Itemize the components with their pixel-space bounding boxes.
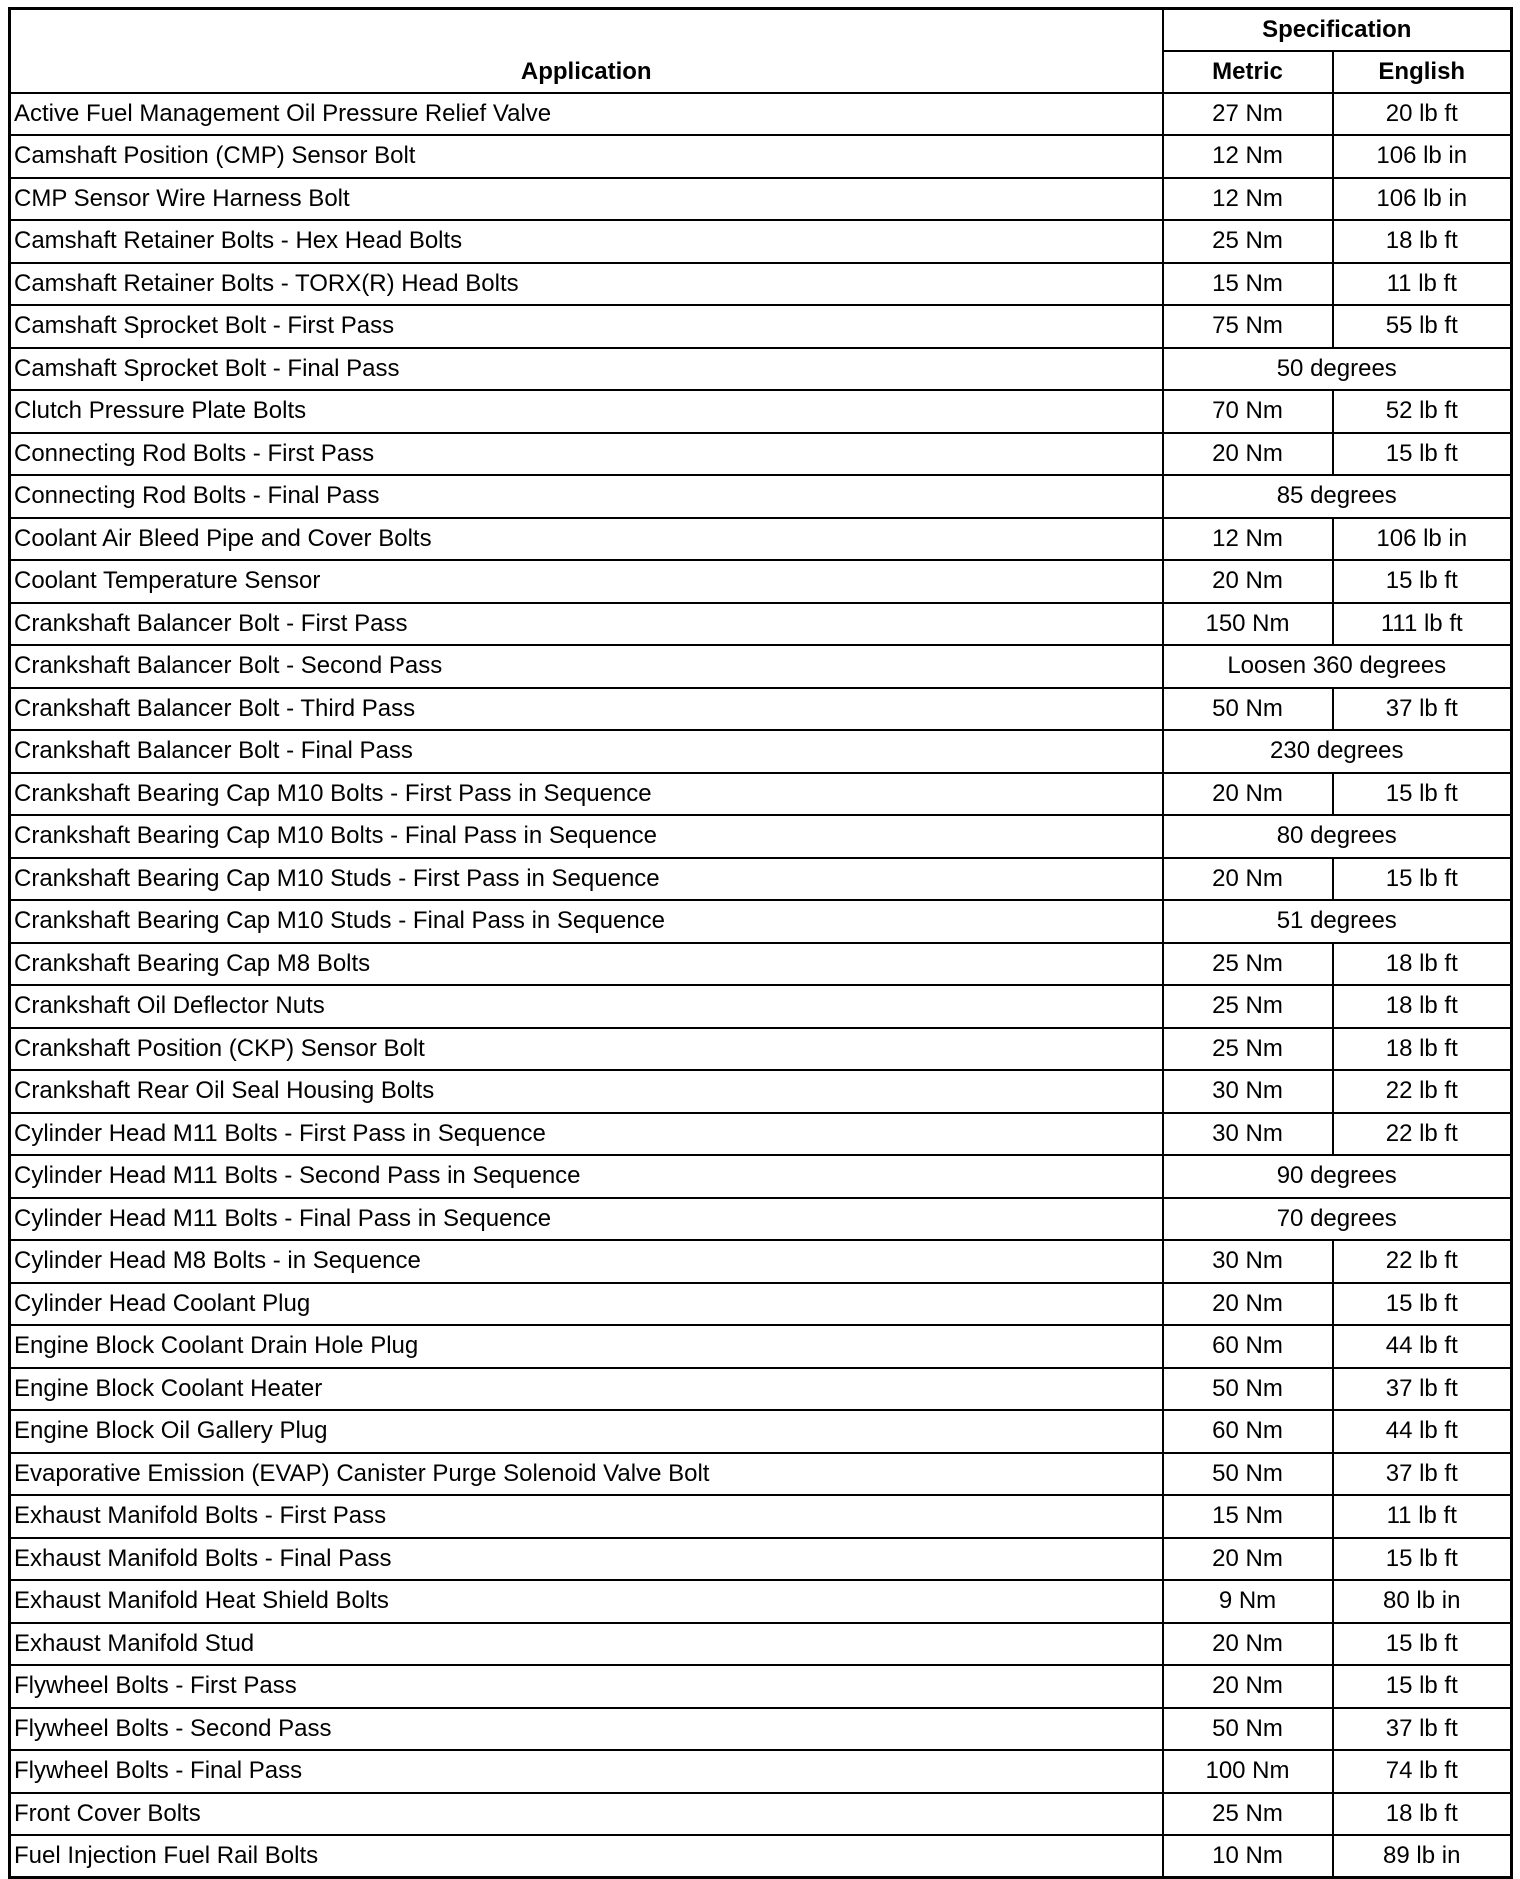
english-cell: 80 lb in <box>1333 1580 1512 1623</box>
english-cell: 106 lb in <box>1333 135 1512 178</box>
table-row <box>10 305 1512 348</box>
english-cell: 15 lb ft <box>1333 1283 1512 1326</box>
english-cell: 37 lb ft <box>1333 688 1512 731</box>
metric-cell: 50 Nm <box>1163 1453 1333 1496</box>
metric-cell: 30 Nm <box>1163 1240 1333 1283</box>
application-cell: Active Fuel Management Oil Pressure Relief Valve <box>10 93 1163 136</box>
table-row <box>10 688 1512 731</box>
table-row <box>10 900 1512 943</box>
metric-cell: 25 Nm <box>1163 985 1333 1028</box>
metric-cell: 20 Nm <box>1163 433 1333 476</box>
english-cell: 15 lb ft <box>1333 560 1512 603</box>
table-row <box>10 1368 1512 1411</box>
combined-spec-cell: 70 degrees <box>1163 1198 1512 1241</box>
table-row <box>10 943 1512 986</box>
application-cell: Coolant Air Bleed Pipe and Cover Bolts <box>10 518 1163 561</box>
table-row <box>10 603 1512 646</box>
table-row <box>10 220 1512 263</box>
metric-cell: 20 Nm <box>1163 1665 1333 1708</box>
english-cell: 37 lb ft <box>1333 1708 1512 1751</box>
metric-cell: 60 Nm <box>1163 1410 1333 1453</box>
table-row <box>10 773 1512 816</box>
table-row <box>10 178 1512 221</box>
metric-cell: 60 Nm <box>1163 1325 1333 1368</box>
table-row <box>10 1495 1512 1538</box>
table-row <box>10 645 1512 688</box>
application-cell: Crankshaft Bearing Cap M10 Studs - First Pass in Sequence <box>10 858 1163 901</box>
application-cell: Exhaust Manifold Stud <box>10 1623 1163 1666</box>
application-cell: Crankshaft Oil Deflector Nuts <box>10 985 1163 1028</box>
metric-cell: 25 Nm <box>1163 1028 1333 1071</box>
header-row-top <box>10 9 1512 51</box>
application-cell: Camshaft Position (CMP) Sensor Bolt <box>10 135 1163 178</box>
table-row <box>10 1665 1512 1708</box>
combined-spec-cell: 90 degrees <box>1163 1155 1512 1198</box>
table-row <box>10 135 1512 178</box>
metric-cell: 20 Nm <box>1163 1623 1333 1666</box>
english-cell: 15 lb ft <box>1333 433 1512 476</box>
english-cell: 15 lb ft <box>1333 1538 1512 1581</box>
english-header: English <box>1333 51 1512 93</box>
metric-cell: 30 Nm <box>1163 1070 1333 1113</box>
application-cell: Fuel Injection Fuel Rail Bolts <box>10 1835 1163 1878</box>
english-cell: 18 lb ft <box>1333 943 1512 986</box>
application-cell: Flywheel Bolts - Final Pass <box>10 1750 1163 1793</box>
english-cell: 37 lb ft <box>1333 1453 1512 1496</box>
metric-cell: 20 Nm <box>1163 773 1333 816</box>
table-body <box>10 93 1512 1878</box>
table-row <box>10 1538 1512 1581</box>
english-cell: 18 lb ft <box>1333 1028 1512 1071</box>
english-cell: 44 lb ft <box>1333 1325 1512 1368</box>
table-row <box>10 475 1512 518</box>
application-cell: Engine Block Coolant Drain Hole Plug <box>10 1325 1163 1368</box>
table-row <box>10 390 1512 433</box>
metric-cell: 100 Nm <box>1163 1750 1333 1793</box>
metric-cell: 25 Nm <box>1163 1793 1333 1836</box>
metric-cell: 15 Nm <box>1163 263 1333 306</box>
metric-cell: 20 Nm <box>1163 1283 1333 1326</box>
table-row <box>10 560 1512 603</box>
english-cell: 44 lb ft <box>1333 1410 1512 1453</box>
metric-cell: 150 Nm <box>1163 603 1333 646</box>
table-row <box>10 1325 1512 1368</box>
table-row <box>10 1750 1512 1793</box>
application-cell: Engine Block Coolant Heater <box>10 1368 1163 1411</box>
english-cell: 55 lb ft <box>1333 305 1512 348</box>
table-row <box>10 985 1512 1028</box>
english-cell: 11 lb ft <box>1333 263 1512 306</box>
table-row <box>10 1835 1512 1878</box>
table-row <box>10 348 1512 391</box>
metric-cell: 50 Nm <box>1163 688 1333 731</box>
application-cell: Cylinder Head M11 Bolts - Second Pass in Sequence <box>10 1155 1163 1198</box>
english-cell: 106 lb in <box>1333 518 1512 561</box>
metric-cell: 15 Nm <box>1163 1495 1333 1538</box>
table-row <box>10 730 1512 773</box>
table-row <box>10 858 1512 901</box>
english-cell: 15 lb ft <box>1333 1665 1512 1708</box>
application-cell: Coolant Temperature Sensor <box>10 560 1163 603</box>
combined-spec-cell: 85 degrees <box>1163 475 1512 518</box>
torque-spec-table <box>8 7 1513 1879</box>
application-cell: Cylinder Head M8 Bolts - in Sequence <box>10 1240 1163 1283</box>
application-cell: Camshaft Retainer Bolts - TORX(R) Head Bolts <box>10 263 1163 306</box>
application-cell: Cylinder Head M11 Bolts - Final Pass in Sequence <box>10 1198 1163 1241</box>
combined-spec-cell: 230 degrees <box>1163 730 1512 773</box>
table-row <box>10 1283 1512 1326</box>
metric-cell: 75 Nm <box>1163 305 1333 348</box>
application-cell: Cylinder Head M11 Bolts - First Pass in Sequence <box>10 1113 1163 1156</box>
english-cell: 18 lb ft <box>1333 1793 1512 1836</box>
application-cell: Crankshaft Bearing Cap M10 Bolts - Final Pass in Sequence <box>10 815 1163 858</box>
application-cell: Crankshaft Bearing Cap M10 Bolts - First Pass in Sequence <box>10 773 1163 816</box>
table-row <box>10 1793 1512 1836</box>
table-row <box>10 1198 1512 1241</box>
metric-cell: 12 Nm <box>1163 178 1333 221</box>
application-cell: Camshaft Sprocket Bolt - Final Pass <box>10 348 1163 391</box>
table-row <box>10 1623 1512 1666</box>
english-cell: 15 lb ft <box>1333 773 1512 816</box>
table-row <box>10 263 1512 306</box>
application-cell: Flywheel Bolts - Second Pass <box>10 1708 1163 1751</box>
metric-cell: 25 Nm <box>1163 220 1333 263</box>
application-cell: Exhaust Manifold Heat Shield Bolts <box>10 1580 1163 1623</box>
application-cell: Crankshaft Balancer Bolt - Final Pass <box>10 730 1163 773</box>
metric-cell: 27 Nm <box>1163 93 1333 136</box>
metric-cell: 20 Nm <box>1163 1538 1333 1581</box>
table-row <box>10 815 1512 858</box>
table-header <box>10 9 1512 93</box>
metric-cell: 50 Nm <box>1163 1368 1333 1411</box>
application-cell: Camshaft Retainer Bolts - Hex Head Bolts <box>10 220 1163 263</box>
english-cell: 52 lb ft <box>1333 390 1512 433</box>
metric-cell: 20 Nm <box>1163 560 1333 603</box>
application-cell: Crankshaft Balancer Bolt - Second Pass <box>10 645 1163 688</box>
metric-cell: 12 Nm <box>1163 518 1333 561</box>
english-cell: 106 lb in <box>1333 178 1512 221</box>
table-row <box>10 1453 1512 1496</box>
table-row <box>10 433 1512 476</box>
application-cell: Crankshaft Balancer Bolt - First Pass <box>10 603 1163 646</box>
combined-spec-cell: Loosen 360 degrees <box>1163 645 1512 688</box>
english-cell: 89 lb in <box>1333 1835 1512 1878</box>
application-cell: Crankshaft Rear Oil Seal Housing Bolts <box>10 1070 1163 1113</box>
english-cell: 37 lb ft <box>1333 1368 1512 1411</box>
specification-header: Specification <box>1163 9 1512 51</box>
table-row <box>10 1155 1512 1198</box>
application-cell: Exhaust Manifold Bolts - Final Pass <box>10 1538 1163 1581</box>
application-cell: Engine Block Oil Gallery Plug <box>10 1410 1163 1453</box>
english-cell: 22 lb ft <box>1333 1113 1512 1156</box>
combined-spec-cell: 80 degrees <box>1163 815 1512 858</box>
metric-cell: 25 Nm <box>1163 943 1333 986</box>
application-cell: Clutch Pressure Plate Bolts <box>10 390 1163 433</box>
table-row <box>10 1410 1512 1453</box>
english-cell: 11 lb ft <box>1333 1495 1512 1538</box>
combined-spec-cell: 51 degrees <box>1163 900 1512 943</box>
application-cell: Connecting Rod Bolts - Final Pass <box>10 475 1163 518</box>
english-cell: 15 lb ft <box>1333 1623 1512 1666</box>
application-cell: Connecting Rod Bolts - First Pass <box>10 433 1163 476</box>
english-cell: 74 lb ft <box>1333 1750 1512 1793</box>
application-cell: Crankshaft Bearing Cap M10 Studs - Final Pass in Sequence <box>10 900 1163 943</box>
table-row <box>10 1028 1512 1071</box>
table-row <box>10 1240 1512 1283</box>
metric-cell: 70 Nm <box>1163 390 1333 433</box>
table-row <box>10 1113 1512 1156</box>
english-cell: 20 lb ft <box>1333 93 1512 136</box>
metric-cell: 20 Nm <box>1163 858 1333 901</box>
english-cell: 18 lb ft <box>1333 220 1512 263</box>
table-row <box>10 1708 1512 1751</box>
english-cell: 22 lb ft <box>1333 1070 1512 1113</box>
application-cell: CMP Sensor Wire Harness Bolt <box>10 178 1163 221</box>
combined-spec-cell: 50 degrees <box>1163 348 1512 391</box>
application-cell: Crankshaft Position (CKP) Sensor Bolt <box>10 1028 1163 1071</box>
application-cell: Exhaust Manifold Bolts - First Pass <box>10 1495 1163 1538</box>
english-cell: 18 lb ft <box>1333 985 1512 1028</box>
table-row <box>10 518 1512 561</box>
application-cell: Camshaft Sprocket Bolt - First Pass <box>10 305 1163 348</box>
metric-cell: 9 Nm <box>1163 1580 1333 1623</box>
table-row <box>10 93 1512 136</box>
application-cell: Flywheel Bolts - First Pass <box>10 1665 1163 1708</box>
application-header: Application <box>10 9 1163 93</box>
english-cell: 111 lb ft <box>1333 603 1512 646</box>
english-cell: 15 lb ft <box>1333 858 1512 901</box>
application-cell: Cylinder Head Coolant Plug <box>10 1283 1163 1326</box>
metric-cell: 12 Nm <box>1163 135 1333 178</box>
table-row <box>10 1070 1512 1113</box>
application-cell: Front Cover Bolts <box>10 1793 1163 1836</box>
metric-header: Metric <box>1163 51 1333 93</box>
metric-cell: 50 Nm <box>1163 1708 1333 1751</box>
application-cell: Crankshaft Balancer Bolt - Third Pass <box>10 688 1163 731</box>
metric-cell: 30 Nm <box>1163 1113 1333 1156</box>
table-row <box>10 1580 1512 1623</box>
application-cell: Evaporative Emission (EVAP) Canister Purge Solenoid Valve Bolt <box>10 1453 1163 1496</box>
application-cell: Crankshaft Bearing Cap M8 Bolts <box>10 943 1163 986</box>
english-cell: 22 lb ft <box>1333 1240 1512 1283</box>
metric-cell: 10 Nm <box>1163 1835 1333 1878</box>
